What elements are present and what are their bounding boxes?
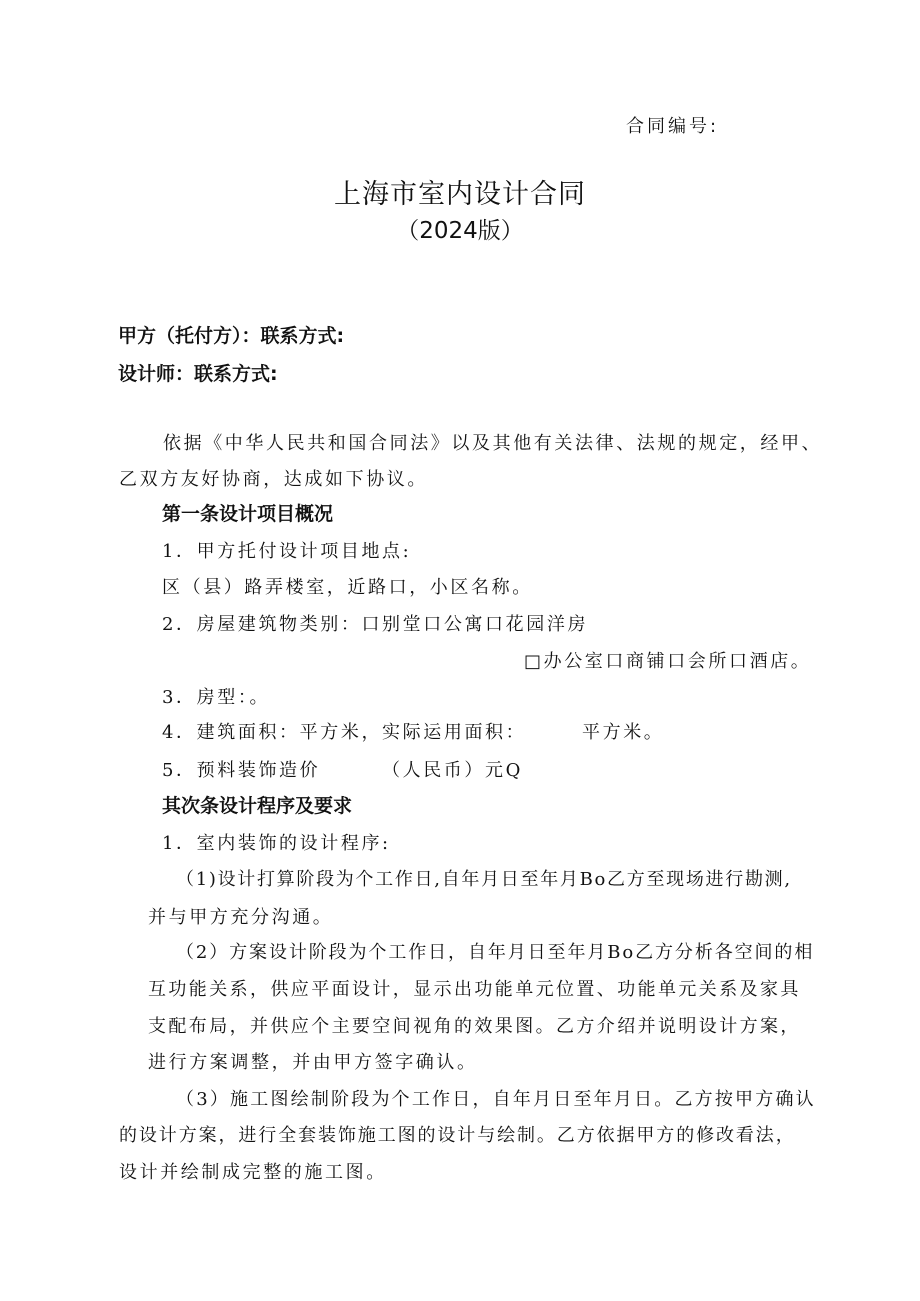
item-4-part-2: 平方米。 <box>582 722 665 743</box>
stage-3-line-2: 的设计方案，进行全套装饰施工图的设计与绘制。乙方依据甲方的修改看法， <box>119 1125 796 1146</box>
document-subtitle: （2024版） <box>396 218 524 244</box>
stage-1-line-1: （1)设计打算阶段为个工作日,自年月日至年月Bo乙方至现场进行勘测, <box>176 869 792 890</box>
item-4-part-1: 4．建筑面积：平方米，实际运用面积： <box>162 722 527 743</box>
designer-line: 设计师：联系方式: <box>118 363 278 385</box>
stage-1-line-2: 并与甲方充分沟通。 <box>148 907 334 928</box>
item-5-part-2: （人民币）元Q <box>382 760 523 781</box>
item-3: 3．房型：。 <box>162 687 271 708</box>
stage-2-line-4: 进行方案调整，并由甲方签字确认。 <box>148 1052 478 1073</box>
document-title: 上海市室内设计合同 <box>334 179 586 210</box>
item-2-continued: □办公室口商铺口会所口酒店。 <box>524 651 812 672</box>
stage-3-line-3: 设计并绘制成完整的施工图。 <box>119 1162 387 1183</box>
party-a-line: 甲方（托付方）：联系方式: <box>118 325 345 347</box>
intro-paragraph-line-2: 乙双方友好协商，达成如下协议。 <box>119 469 428 490</box>
item-1: 1．甲方托付设计项目地点: <box>162 541 412 562</box>
item-1-detail: 区（县）路弄楼室，近路口，小区名称。 <box>162 577 533 598</box>
item-5-part-1: 5．预料装饰造价 <box>162 760 321 781</box>
stage-2-line-1: （2）方案设计阶段为个工作日，自年月日至年月Bo乙方分析各空间的相 <box>176 942 815 963</box>
item-2: 2．房屋建筑物类别：口别堂口公寓口花园洋房 <box>162 614 589 635</box>
stage-2-line-3: 支配布局，并供应个主要空间视角的效果图。乙方介绍并说明设计方案， <box>148 1016 801 1037</box>
contract-number-label: 合同编号: <box>626 116 720 137</box>
procedure-1: 1．室内装饰的设计程序: <box>162 833 391 854</box>
article-2-heading: 其次条设计程序及要求 <box>162 795 353 817</box>
stage-2-line-2: 互功能关系，供应平面设计，显示出功能单元位置、功能单元关系及家具 <box>148 979 801 1000</box>
stage-3-line-1: （3）施工图绘制阶段为个工作日，自年月日至年月日。乙方按甲方确认 <box>176 1089 816 1110</box>
intro-paragraph-line-1: 依据《中华人民共和国合同法》以及其他有关法律、法规的规定，经甲、 <box>163 433 823 454</box>
article-1-heading: 第一条设计项目概况 <box>162 503 334 525</box>
